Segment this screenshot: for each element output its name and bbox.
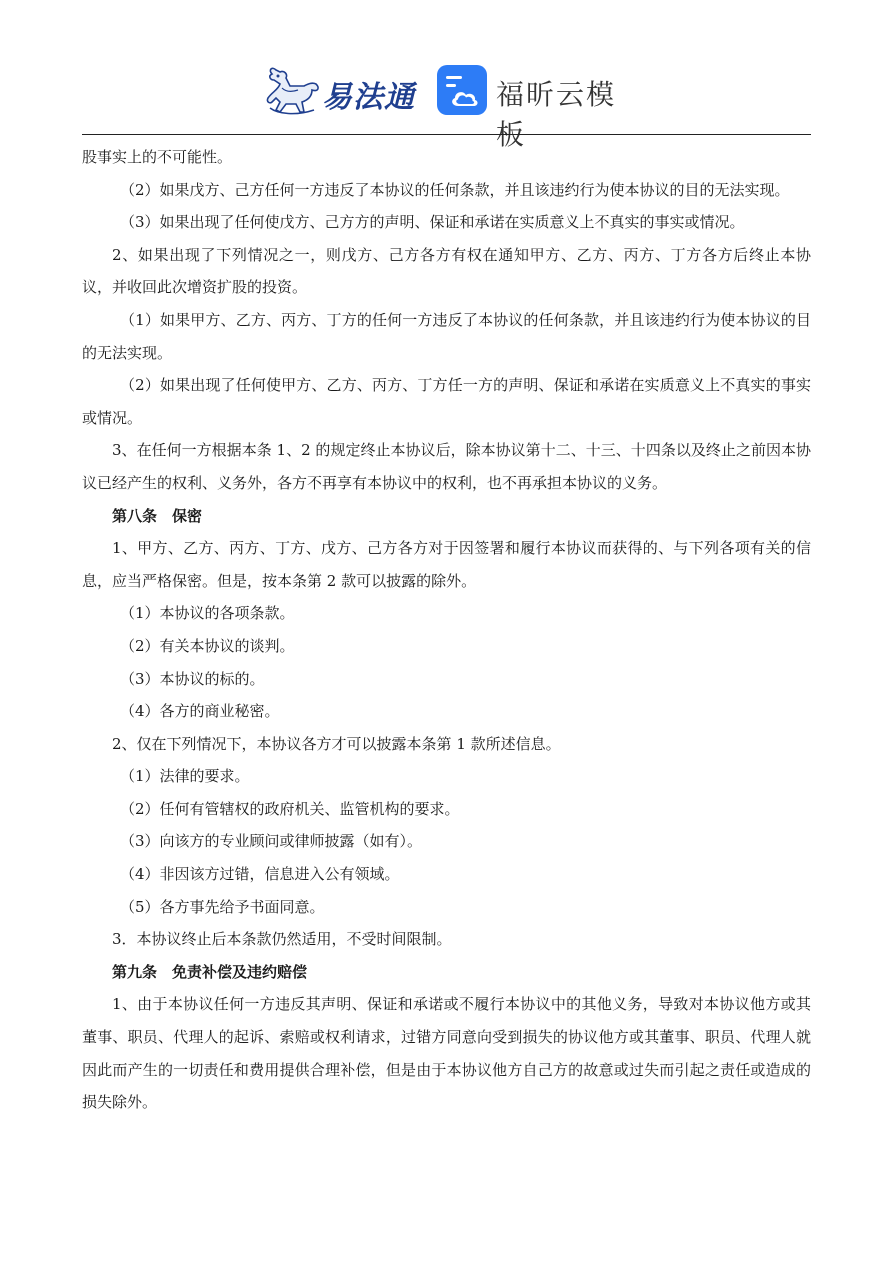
- list-item: （4）非因该方过错，信息进入公有领域。: [120, 865, 400, 884]
- list-item: （2）有关本协议的谈判。: [120, 636, 295, 655]
- yifatong-logo-text: 易法通: [322, 80, 415, 115]
- section-heading-article-8: 第八条 保密: [112, 506, 203, 525]
- list-item: （1）本协议的各项条款。: [120, 604, 295, 623]
- paragraph: 1、甲方、乙方、丙方、丁方、戊方、己方各方对于因签署和履行本协议而获得的、与下列各项有关的信息，应当严格保密。但是，按本条第 2 款可以披露的除外。: [82, 539, 811, 590]
- paragraph: （2）如果戊方、己方任何一方违反了本协议的任何条款，并且该违约行为使本协议的目的无法实现。: [120, 180, 790, 199]
- paragraph: 3、在任何一方根据本条 1、2 的规定终止本协议后，除本协议第十二、十三、十四条以及终止之前因本协议已经产生的权利、义务外，各方不再享有本协议中的权利，也不再承担本协议的义务。: [82, 441, 811, 492]
- list-item: （4）各方的商业秘密。: [120, 702, 280, 721]
- paragraph: 1、由于本协议任何一方违反其声明、保证和承诺或不履行本协议中的其他义务，导致对本协议他方或其董事、职员、代理人的起诉、索赔或权利请求，过错方同意向受到损失的协议他方或其董事、职员、代理人就因此而产生的一切责任和费用提供合理补偿，但是由于本协议他方自己方的故意或过失而引起之责任或造成的损失除外。: [82, 995, 811, 1112]
- paragraph: 2、如果出现了下列情况之一，则戊方、己方各方有权在通知甲方、乙方、丙方、丁方各方后终止本协议，并收回此次增资扩股的投资。: [82, 245, 811, 297]
- paragraph: （2）如果出现了任何使甲方、乙方、丙方、丁方任一方的声明、保证和承诺在实质意义上不真实的事实或情况。: [82, 376, 811, 427]
- section-heading-article-9: 第九条 免责补偿及违约赔偿: [112, 962, 308, 981]
- paragraph: 股事实上的不可能性。: [82, 148, 233, 166]
- paragraph: （1）如果甲方、乙方、丙方、丁方的任何一方违反了本协议的任何条款，并且该违约行为使本协议的目的无法实现。: [82, 310, 811, 362]
- paragraph: （3）如果出现了任何使戊方、己方方的声明、保证和承诺在实质意义上不真实的事实或情况。: [120, 213, 745, 232]
- paragraph: 2、仅在下列情况下，本协议各方才可以披露本条第 1 款所述信息。: [112, 734, 561, 753]
- list-item: （3）向该方的专业顾问或律师披露（如有）。: [120, 832, 423, 851]
- page-header: [0, 58, 893, 151]
- yifatong-logo: [262, 62, 422, 118]
- list-item: （5）各方事先给予书面同意。: [120, 897, 325, 916]
- cloud-document-icon: [436, 64, 488, 116]
- list-item: （3）本协议的标的。: [120, 669, 265, 688]
- qilin-icon: [262, 62, 324, 118]
- list-item: （2）任何有管辖权的政府机关、监管机构的要求。: [120, 799, 460, 818]
- list-item: （1）法律的要求。: [120, 767, 250, 786]
- document-body: [82, 141, 811, 1119]
- fuxin-logo: [436, 64, 636, 151]
- header-divider: [82, 134, 811, 135]
- fuxin-logo-text: 福昕云模板: [496, 78, 617, 151]
- paragraph: 3．本协议终止后本条款仍然适用，不受时间限制。: [112, 930, 452, 949]
